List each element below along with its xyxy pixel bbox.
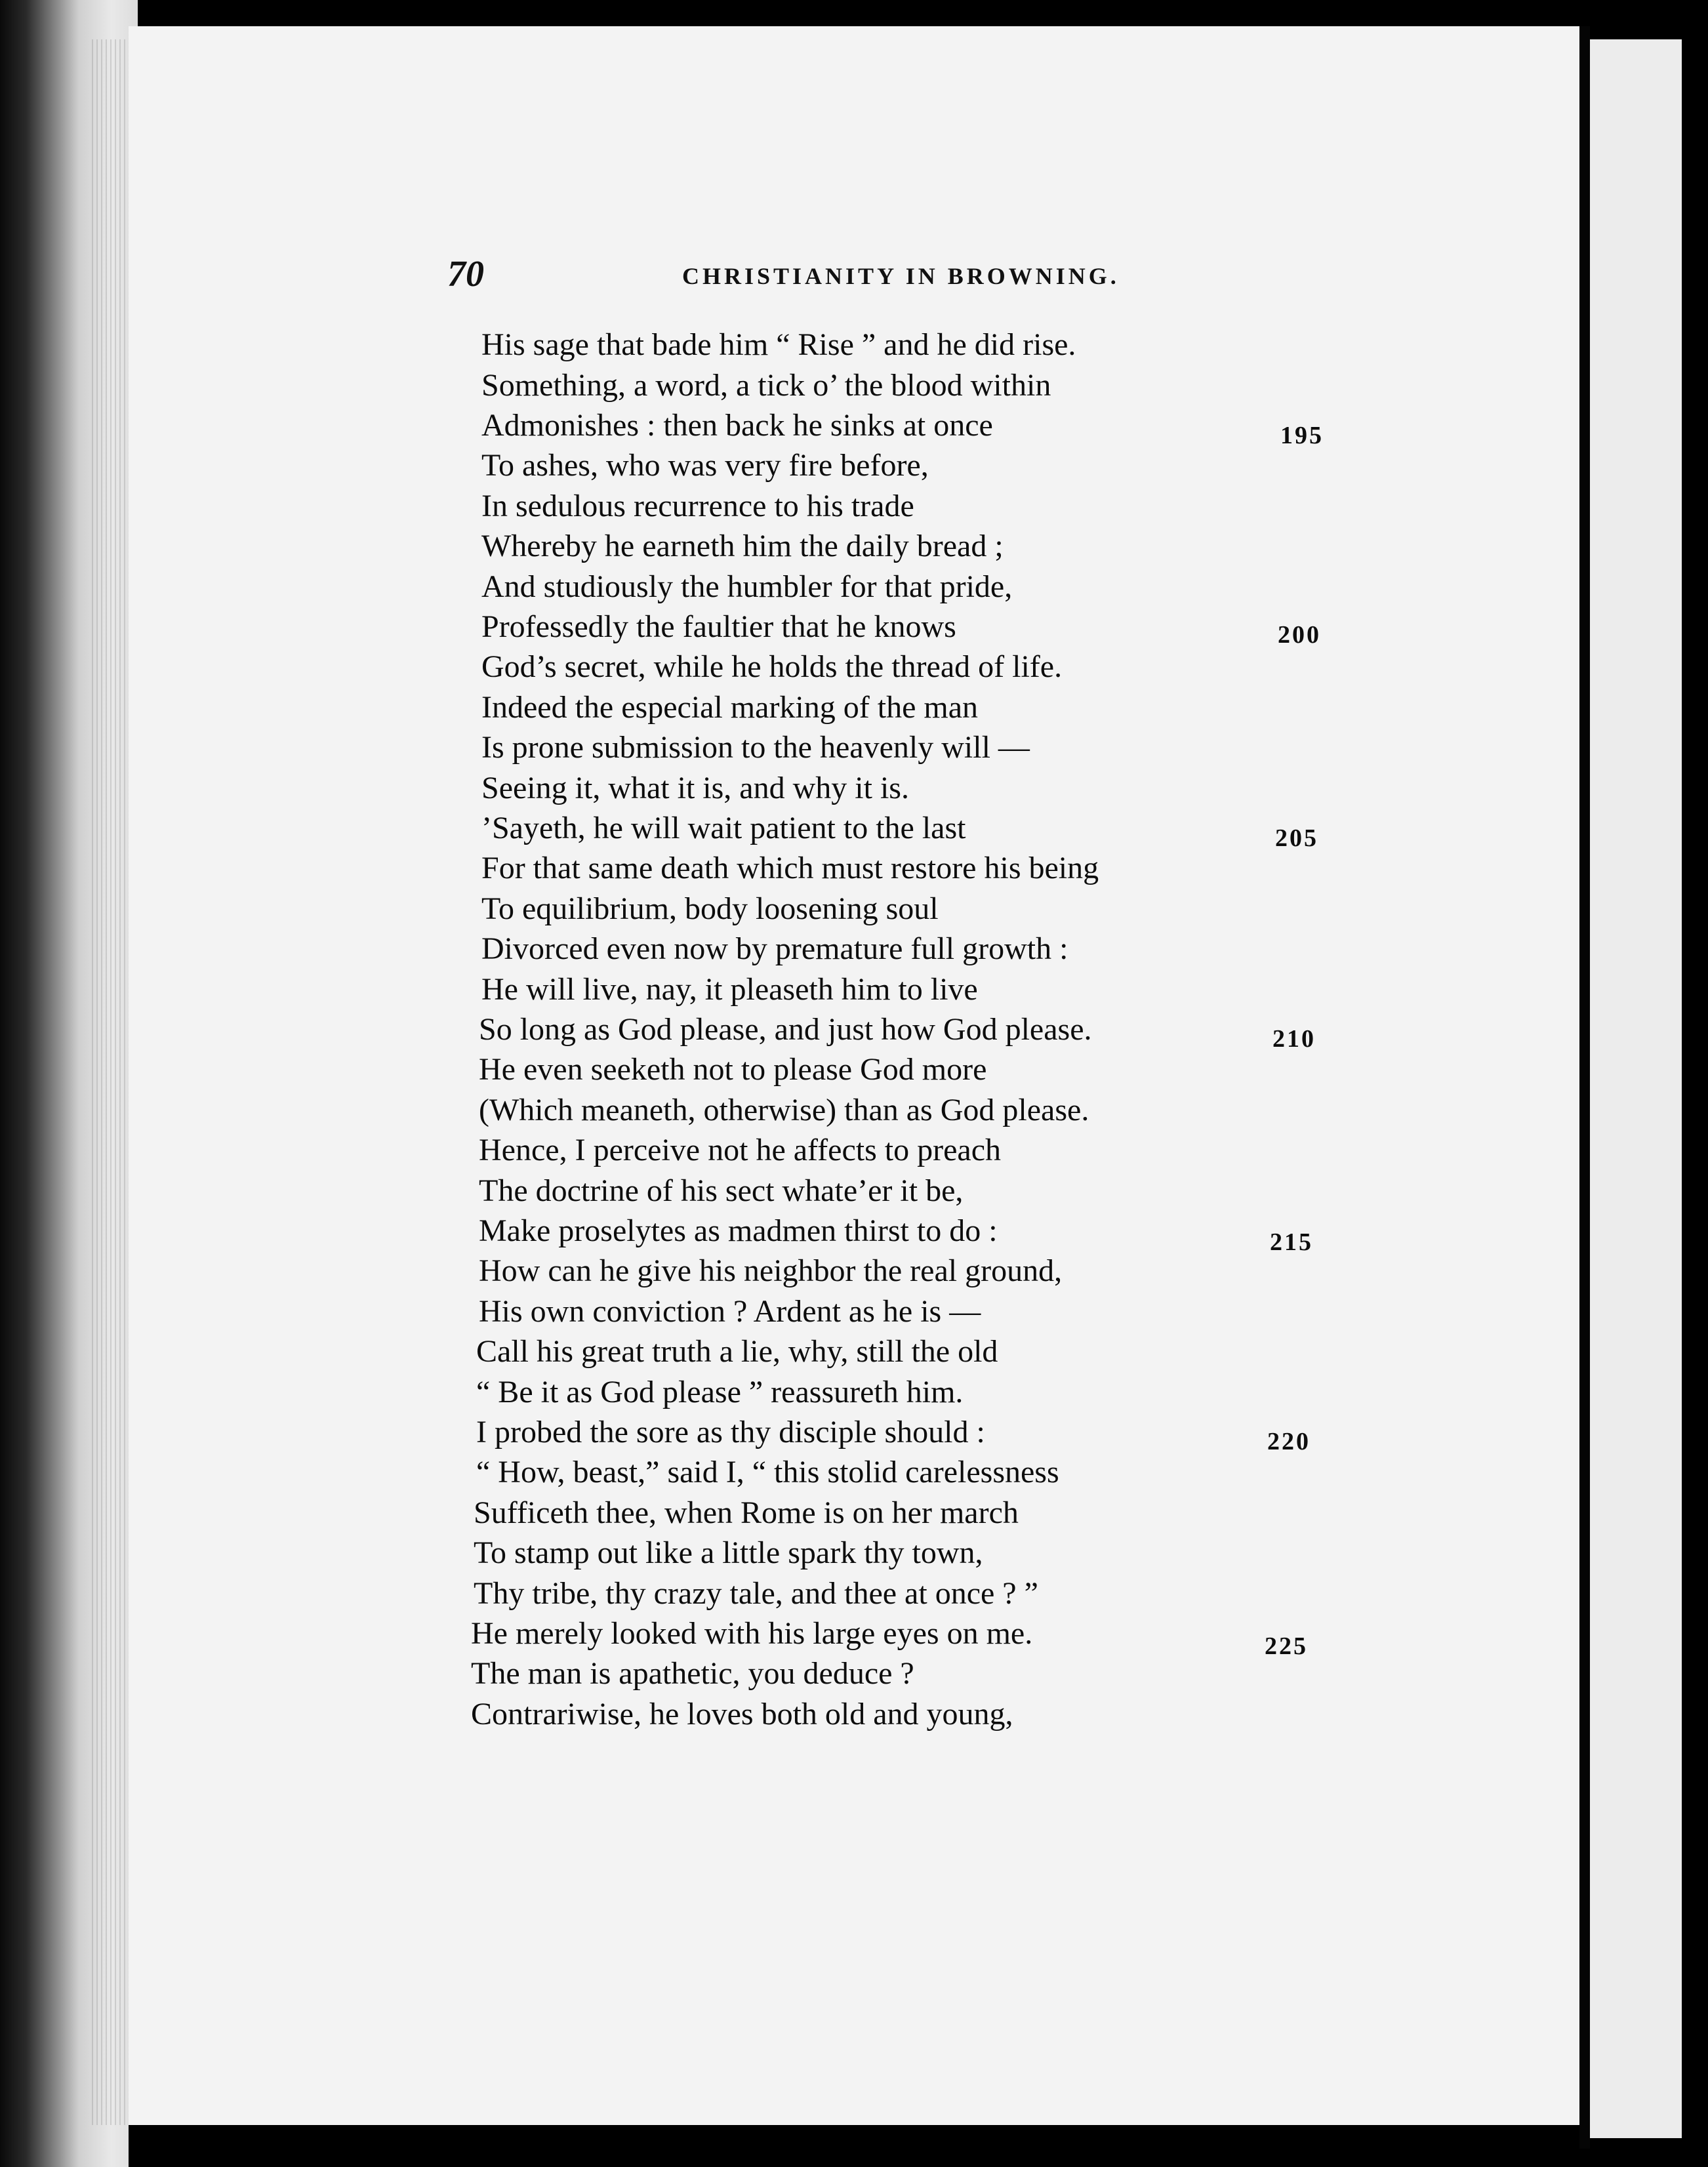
- page-edge-strips: [92, 39, 131, 2125]
- line-number: 215: [1270, 1228, 1313, 1256]
- verse-line: To ashes, who was very fire before,: [481, 448, 929, 483]
- line-number: 200: [1278, 621, 1321, 649]
- verse-line: So long as God please, and just how God please.: [479, 1012, 1092, 1047]
- book-bottom-edge: [129, 2125, 1579, 2167]
- verse-line: “ How, beast,” said I, “ this stolid carelessness: [476, 1455, 1059, 1489]
- verse-line: Something, a word, a tick o’ the blood within: [481, 368, 1051, 403]
- verse-line: Whereby he earneth him the daily bread ;: [481, 529, 1004, 563]
- verse-line: Call his great truth a lie, why, still the old: [476, 1334, 998, 1369]
- line-number: 195: [1280, 422, 1324, 449]
- verse-line: Make proselytes as madmen thirst to do :: [479, 1213, 998, 1248]
- verse-line: He even seeketh not to please God more: [479, 1052, 987, 1087]
- line-number: 225: [1265, 1632, 1308, 1660]
- verse-line: Admonishes : then back he sinks at once: [481, 408, 993, 443]
- verse-line: Professedly the faultier that he knows: [481, 609, 956, 644]
- book-gutter: [1579, 26, 1590, 2149]
- verse-line: Contrariwise, he loves both old and young,: [471, 1697, 1013, 1732]
- verse-line: Is prone submission to the heavenly will —: [481, 730, 1030, 765]
- verse-line: Divorced even now by premature full growth :: [481, 931, 1068, 966]
- verse-line: Thy tribe, thy crazy tale, and thee at once ? ”: [474, 1576, 1038, 1611]
- verse-line: Hence, I perceive not he affects to preach: [479, 1133, 1002, 1167]
- verse-line: (Which meaneth, otherwise) than as God please.: [479, 1093, 1089, 1127]
- verse-line: His own conviction ? Ardent as he is —: [479, 1294, 981, 1329]
- verse-line: I probed the sore as thy disciple should :: [476, 1415, 985, 1449]
- verse-line: He merely looked with his large eyes on me.: [471, 1616, 1033, 1651]
- verse-line: For that same death which must restore his being: [481, 851, 1099, 885]
- line-number: 210: [1272, 1025, 1316, 1053]
- facing-page-edge: [1590, 39, 1682, 2138]
- running-head: CHRISTIANITY IN BROWNING.: [682, 263, 1120, 289]
- verse-line: In sedulous recurrence to his trade: [481, 489, 914, 523]
- page-number: 70: [447, 254, 484, 294]
- verse-line: The doctrine of his sect whate’er it be,: [479, 1173, 964, 1208]
- verse-line: He will live, nay, it pleaseth him to live: [481, 972, 978, 1007]
- line-number: 220: [1267, 1428, 1311, 1455]
- verse-line: Sufficeth thee, when Rome is on her march: [474, 1495, 1019, 1530]
- line-number: 205: [1275, 824, 1318, 852]
- verse-line: ’Sayeth, he will wait patient to the last: [481, 811, 966, 845]
- verse-line: Seeing it, what it is, and why it is.: [481, 771, 909, 805]
- verse-line: To stamp out like a little spark thy town,: [474, 1535, 983, 1570]
- verse-line: His sage that bade him “ Rise ” and he did rise.: [481, 327, 1076, 362]
- verse-line: To equilibrium, body loosening soul: [481, 891, 939, 926]
- verse-line: The man is apathetic, you deduce ?: [471, 1656, 914, 1691]
- verse-line: God’s secret, while he holds the thread of life.: [481, 649, 1063, 684]
- verse-line: “ Be it as God please ” reassureth him.: [476, 1375, 964, 1409]
- verse-line: How can he give his neighbor the real ground,: [479, 1253, 1063, 1288]
- verse-line: And studiously the humbler for that pride,: [481, 569, 1013, 604]
- page-header: [0, 251, 1708, 303]
- verse-line: Indeed the especial marking of the man: [481, 690, 979, 725]
